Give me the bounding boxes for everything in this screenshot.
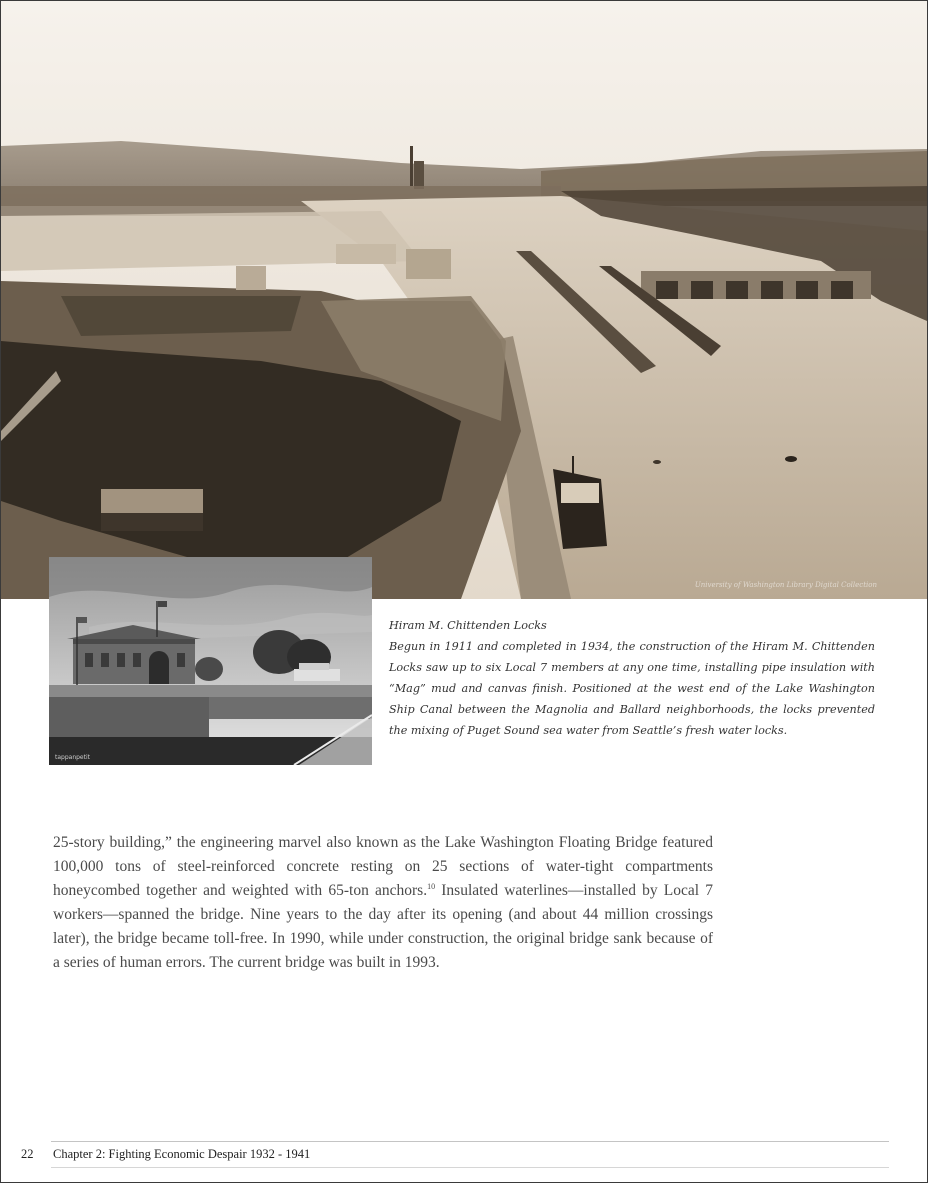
paragraph-text-part-2: Insulated waterlines—installed by Local 7 workers—spanned the bridge. Nine years to the day after its opening (and about 44 million crossings later), the bridge became toll-free. In 1990, while under construction, the original bridge sank because of a series of human errors. The current bridge was built in 1993. xyxy=(53,882,714,971)
chapter-title: Chapter 2: Fighting Economic Despair 1932 - 1941 xyxy=(53,1147,311,1161)
locks-building-photo xyxy=(49,557,372,765)
locks-building-illustration xyxy=(49,557,372,765)
building xyxy=(236,266,266,290)
photo-credit: University of Washington Library Digital Collection xyxy=(694,581,877,589)
page-footer xyxy=(21,1147,310,1162)
locks-aerial-photo xyxy=(1,1,927,599)
tour-boat xyxy=(294,669,340,681)
smokestack xyxy=(410,146,413,186)
lock-walkway xyxy=(49,685,372,697)
photographer-watermark: tappanpetit xyxy=(55,754,90,761)
body-paragraph xyxy=(53,831,713,975)
page-number: 22 xyxy=(21,1147,34,1161)
footnote-reference[interactable]: 10 xyxy=(427,881,436,891)
footer-rule-bottom xyxy=(51,1167,889,1168)
paragraph-text-part-1: 25-story building,” the engineering marvel also known as the Lake Washington Floating Bridge featured 100,000 tons of steel-reinforced concrete resting on 25 sections of water-tight compartments honeycombed together and weighted with 65-ton anchors. xyxy=(53,834,713,899)
photo-caption xyxy=(389,615,875,741)
caption-text: Begun in 1911 and completed in 1934, the construction of the Hiram M. Chittenden Locks saw up to six Local 7 members at any one time, installing pipe insulation with “Mag” mud and canvas finish. Positioned at the west end of the Lake Washington Ship Canal between the Magnolia and Ballard neighborhoods, the locks prevented the mixing of Puget Sound sea water from Seattle’s fresh water locks. xyxy=(389,640,875,737)
footer-rule-top xyxy=(51,1141,889,1142)
caption-title: Hiram M. Chittenden Locks xyxy=(389,619,547,632)
locks-aerial-illustration xyxy=(1,1,927,599)
